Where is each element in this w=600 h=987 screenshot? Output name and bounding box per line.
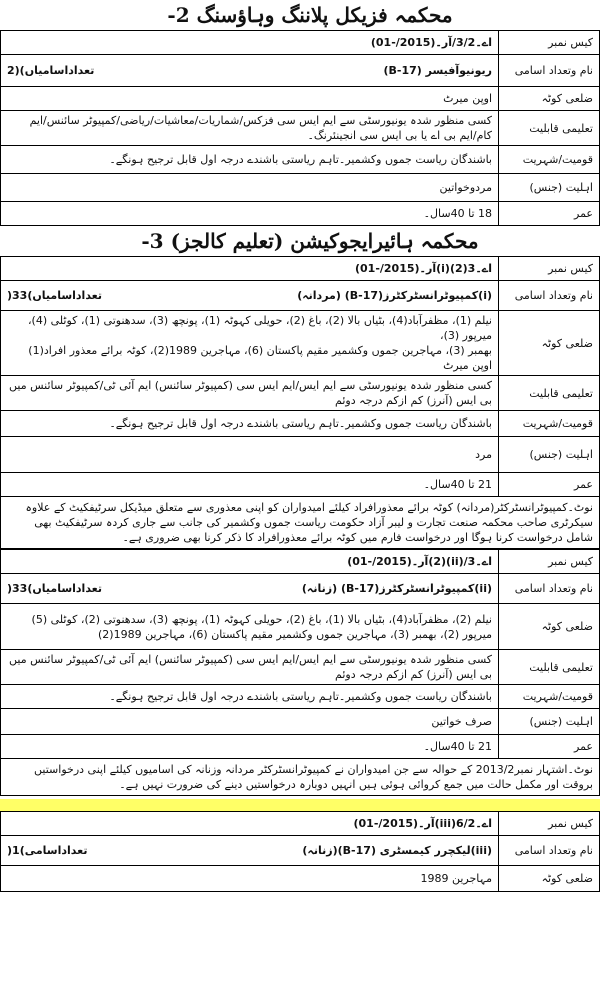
label-nationality: قومیت/شہریت	[499, 685, 600, 709]
case-no-value: اے۔6/2(iii)آر۔(2015/-01)	[1, 812, 499, 836]
case-no-value: اے۔3(2)(i)آر۔(2015/-01)	[1, 257, 499, 281]
quota-line-2: میرپور (2)، بھمبر (3)، مہاجرین جموں وکشمیر مقیم پاکستان (6)، مہاجرین 1989(2)	[97, 627, 492, 641]
section-3c-table	[0, 811, 600, 892]
section-2-number: -2	[167, 3, 190, 27]
post-title: (i)کمپیوٹرانسٹرکٹرز(B-17) (مردانہ)	[297, 289, 492, 302]
label-nationality: قومیت/شہریت	[499, 411, 600, 437]
label-post: نام وتعداد اسامی	[499, 55, 600, 87]
label-age: عمر	[499, 735, 600, 759]
section-3-number: -3	[141, 229, 164, 253]
label-quota: ضلعی کوٹہ	[499, 866, 600, 892]
age-value: 21 تا 40سال۔	[1, 473, 499, 497]
post-title: (ii)کمپیوٹرانسٹرکٹرز(B-17) (زنانہ)	[301, 582, 492, 595]
section-2-table	[0, 30, 600, 226]
gender-value: مرد	[1, 437, 499, 473]
gender-value: صرف خواتین	[1, 709, 499, 735]
label-case-no: کیس نمبر	[499, 550, 600, 574]
post-title-line	[7, 63, 492, 78]
post-count: تعداداسامیاں)(2	[7, 64, 95, 77]
label-case-no: کیس نمبر	[499, 31, 600, 55]
label-quota: ضلعی کوٹہ	[499, 87, 600, 111]
post-title-line	[7, 843, 492, 858]
label-nationality: قومیت/شہریت	[499, 146, 600, 174]
qualification-value: کسی منظور شدہ یونیورسٹی سے ایم ایس سی فزکس/شماریات/معاشیات/ریاضی/کمپیوٹر سائنس/ایم کام/ایم بی اے یا بی ایس سی انجینئرنگ۔	[1, 111, 499, 146]
label-age: عمر	[499, 473, 600, 497]
section-3b-table	[0, 549, 600, 759]
age-value: 21 تا 40سال۔	[1, 735, 499, 759]
quota-line-1: نیلم (1)، مظفرآباد(4)، بٹیاں بالا (2)، باغ (2)، حویلی کہوٹہ (1)، پونچھ (3)، سدھنوتی (1)، کوٹلی (4)، میرپور (3)،	[27, 314, 492, 342]
label-quota: ضلعی کوٹہ	[499, 604, 600, 650]
post-count: تعداداسامی)1(	[7, 844, 88, 857]
label-post: نام وتعداد اسامی	[499, 281, 600, 311]
post-count: تعداداسامیاں)33(	[7, 582, 103, 595]
label-gender: اہلیت (جنس)	[499, 709, 600, 735]
nationality-value: باشندگان ریاست جموں وکشمیر۔تاہم ریاستی باشندے درجہ اول قابل ترجیح ہونگے۔	[1, 685, 499, 709]
section-3-heading-title: محکمہ ہائیرایجوکیشن (تعلیم کالجز)	[170, 229, 479, 253]
yellow-divider-band	[0, 799, 600, 811]
label-gender: اہلیت (جنس)	[499, 437, 600, 473]
post-title-line	[7, 288, 492, 303]
quota-line-1: نیلم (2)، مظفرآباد(4)، بٹیاں بالا (1)، باغ (2)، حویلی کہوٹہ (1)، پونچھ (3)، سدھنوتی (2)، کوٹلی (5)	[31, 612, 492, 626]
gender-value: مردوخواتین	[1, 174, 499, 202]
section-3b-note: نوٹ۔اشتہار نمبر2013/2 کے حوالہ سے جن امیدواران نے کمپیوٹرانسٹرکٹر مردانہ وزنانہ کی اسامیوں کیلئے اپنی درخواستیں بروقت اور مکمل حالت میں جمع کروائی ہوئی ہیں انہیں دوبارہ درخواستیں دینے کی ضرورت نہیں ہے۔	[0, 759, 600, 796]
post-title-line	[7, 581, 492, 596]
nationality-value: باشندگان ریاست جموں وکشمیر۔تاہم ریاستی باشندے درجہ اول قابل ترجیح ہونگے۔	[1, 411, 499, 437]
post-title: ریونیوآفیسر (B-17)	[383, 64, 492, 77]
quota-line-2: بھمبر (3)، مہاجرین جموں وکشمیر مقیم پاکستان (6)، مہاجرین 1989(2)، کوٹہ برائے معذور افراد(1) اوپن میرٹ	[28, 344, 492, 372]
label-age: عمر	[499, 202, 600, 226]
label-post: نام وتعداد اسامی	[499, 574, 600, 604]
label-case-no: کیس نمبر	[499, 812, 600, 836]
section-3a-note: نوٹ۔کمپیوٹرانسٹرکٹر(مردانہ) کوٹہ برائے معذورافراد کیلئے امیدواران کو اپنی معذوری سے متعلق میڈیکل سرٹیفکیٹ کے علاوہ سیکرٹری صاحب محکمہ صنعت تجارت و لیبر آزاد حکومت ریاست جموں وکشمیر کی جانب سے جاری کردہ سرٹیفکیٹ بھی شامل درخواست کرنا ہوگا اور درخواست فارم میں کوٹہ برائے معذورافراد کا ذکر کرنا بھی ضروری ہے۔	[0, 497, 600, 549]
post-title: (iii)لیکچرر کیمسٹری (B-17)(زنانہ)	[302, 844, 492, 857]
label-post: نام وتعداد اسامی	[499, 836, 600, 866]
nationality-value: باشندگان ریاست جموں وکشمیر۔تاہم ریاستی باشندے درجہ اول قابل ترجیح ہونگے۔	[1, 146, 499, 174]
section-3a-table	[0, 256, 600, 497]
quota-value: مہاجرین 1989	[1, 866, 499, 892]
post-count: تعداداسامیاں)33(	[7, 289, 103, 302]
label-quota: ضلعی کوٹہ	[499, 311, 600, 376]
label-case-no: کیس نمبر	[499, 257, 600, 281]
quota-value: اوپن میرٹ	[1, 87, 499, 111]
label-qualification: تعلیمی قابلیت	[499, 650, 600, 685]
age-value: 18 تا 40سال۔	[1, 202, 499, 226]
qualification-value: کسی منظور شدہ یونیورسٹی سے ایم ایس/ایم ایس سی (کمپیوٹر سائنس) ایم آئی ٹی/کمپیوٹر سائنس میں بی ایس (آنرز) کم ازکم درجہ دوئم	[1, 650, 499, 685]
label-gender: اہلیت (جنس)	[499, 174, 600, 202]
section-2-heading-title: محکمہ فزیکل پلاننگ وہاؤسنگ	[196, 3, 453, 27]
label-qualification: تعلیمی قابلیت	[499, 111, 600, 146]
section-3-heading	[0, 226, 600, 256]
label-qualification: تعلیمی قابلیت	[499, 376, 600, 411]
case-no-value: اے۔3/2/آر۔(2015/-01)	[1, 31, 499, 55]
section-2-heading	[0, 0, 600, 30]
qualification-value: کسی منظور شدہ یونیورسٹی سے ایم ایس/ایم ایس سی (کمپیوٹر سائنس) ایم آئی ٹی/کمپیوٹر سائنس میں بی ایس (آنرز) کم ازکم درجہ دوئم	[1, 376, 499, 411]
case-no-value: اے۔3/(ii)(2)آر۔(2015/-01)	[1, 550, 499, 574]
